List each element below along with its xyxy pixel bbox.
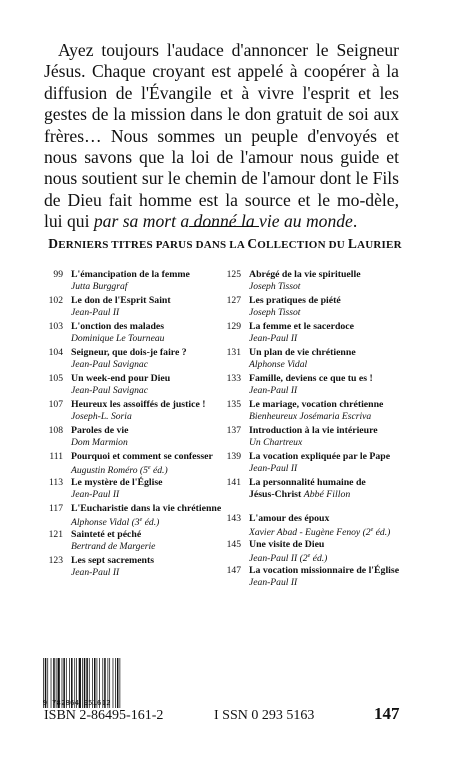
title-entry — [42, 477, 212, 503]
entry-author: Xavier Abad - Eugène Fenoy (2e éd.) — [249, 527, 391, 539]
entry-title: Les sept sacrements — [71, 555, 155, 566]
entry-title: Un week-end pour Dieu — [71, 373, 171, 384]
entry-number: 131 — [226, 347, 241, 358]
entry-number: 139 — [226, 451, 241, 462]
paragraph-italic: par sa mort a donné la vie au monde — [93, 211, 353, 232]
entry-author: Jean-Paul II (2e éd.) — [249, 553, 328, 565]
entry-author: Jean-Paul II — [249, 577, 298, 588]
entry-number: 99 — [53, 269, 63, 280]
entry-author: Alphonse Vidal — [249, 359, 308, 370]
closing-paragraph — [44, 40, 399, 233]
title-entry — [42, 503, 222, 529]
collection-heading: DERNIERS TITRES PARUS DANS LA COLLECTION DU LAURIER — [48, 236, 402, 251]
entry-title: L'émancipation de la femme — [71, 269, 190, 280]
entry-author: Dominique Le Tourneau — [71, 333, 165, 344]
title-entry — [42, 555, 212, 581]
entry-title: Introduction à la vie intérieure — [249, 425, 378, 436]
entry-title: Le mystère de l'Église — [71, 477, 163, 488]
entry-title: Une visite de Dieu — [249, 539, 325, 550]
entry-author: Jean-Paul II — [249, 463, 298, 474]
entry-author: Jean-Paul II — [71, 567, 120, 578]
entry-number: 108 — [48, 425, 63, 436]
entry-number: 117 — [48, 503, 63, 514]
entry-author: Jean-Paul II — [249, 333, 298, 344]
entry-title: Pourquoi et comment se confesser — [71, 451, 213, 462]
entry-author: Un Chartreux — [249, 437, 303, 448]
title-entry — [220, 295, 390, 321]
entry-number: 111 — [49, 451, 63, 462]
entry-number: 113 — [48, 477, 63, 488]
title-entry — [42, 269, 212, 295]
barcode-bar — [120, 658, 121, 708]
title-entry — [220, 513, 390, 539]
entry-title: La vocation missionnaire de l'Église — [249, 565, 400, 576]
entry-number: 107 — [48, 399, 63, 410]
entry-title: Le mariage, vocation chrétienne — [249, 399, 384, 410]
entry-title: La vocation expliquée par le Pape — [249, 451, 391, 462]
entry-title-line2: Jésus-Christ Abbé Fillon — [249, 489, 351, 500]
entry-number: 129 — [226, 321, 241, 332]
entry-title: La personnalité humaine de — [249, 477, 366, 488]
entry-number: 103 — [48, 321, 63, 332]
entry-title: Heureux les assoiffés de justice ! — [71, 399, 206, 410]
title-entry — [220, 347, 390, 373]
title-entry — [220, 539, 390, 565]
barcode-bar — [115, 658, 116, 708]
entry-number: 123 — [48, 555, 63, 566]
entry-title: Les pratiques de piété — [249, 295, 341, 306]
entry-title: L'onction des malades — [71, 321, 165, 332]
entry-title: Abrégé de la vie spirituelle — [249, 269, 361, 280]
title-entry — [42, 529, 212, 555]
entry-number: 133 — [226, 373, 241, 384]
issn-number: I SSN 0 293 5163 — [214, 708, 315, 723]
entry-number: 145 — [226, 539, 241, 550]
title-entry — [220, 321, 390, 347]
entry-author: Jean-Paul II — [71, 489, 120, 500]
titles-column-right — [220, 269, 400, 591]
entry-author: Alphonse Vidal (3e éd.) — [71, 517, 160, 529]
entry-title: L'Eucharistie dans la vie chrétienne — [71, 503, 222, 514]
title-entry — [42, 295, 212, 321]
entry-author: Joseph Tissot — [249, 307, 301, 318]
barcode-bar — [113, 658, 114, 708]
entry-title: Le don de l'Esprit Saint — [71, 295, 171, 306]
entry-author: Jutta Burggraf — [71, 281, 128, 292]
entry-number: 125 — [226, 269, 241, 280]
title-entry — [220, 425, 390, 451]
title-entry — [220, 373, 390, 399]
title-entry — [220, 565, 400, 591]
entry-author: Jean-Paul II — [71, 307, 120, 318]
entry-author: Joseph Tissot — [249, 281, 301, 292]
title-entry — [42, 399, 212, 425]
title-entry — [42, 425, 212, 451]
isbn-number: ISBN 2-86495-161-2 — [44, 708, 164, 723]
entry-number: 121 — [48, 529, 63, 540]
title-entry — [42, 373, 212, 399]
entry-number: 141 — [226, 477, 241, 488]
title-entry — [220, 269, 390, 295]
entry-author: Jean-Paul Savignac — [71, 359, 148, 370]
entry-number: 102 — [48, 295, 63, 306]
entry-number: 105 — [48, 373, 63, 384]
title-entry — [220, 451, 390, 477]
paragraph-text: Ayez toujours l'audace d'annoncer le Seigneur Jésus. Chaque croyant est appelé à coopérer à la diffusion de l'Évangile et à vivre l'esprit et les gestes de la mission dans le don gratuit de soi aux frères… Nous sommes un peuple d'envoyés et nous savons que la loi de l'amour nous guide et nous soutient sur le chemin de l'amour dont le Fils de Dieu fait homme est la source et le mo-dèle, lui qui — [44, 40, 399, 232]
title-entry — [220, 477, 390, 513]
title-entry — [42, 321, 212, 347]
entry-number: 104 — [48, 347, 63, 358]
page-number: 147 — [374, 704, 400, 723]
entry-author: Abbé Fillon — [303, 489, 351, 500]
entry-number: 135 — [226, 399, 241, 410]
entry-author: Dom Marmion — [71, 437, 128, 448]
entry-title: La femme et le sacerdoce — [249, 321, 354, 332]
entry-number: 143 — [226, 513, 241, 524]
separator-rule — [189, 226, 259, 227]
entry-title: Seigneur, que dois-je faire ? — [71, 347, 187, 358]
entry-title: L'amour des époux — [249, 513, 330, 524]
barcode-digits: 9 782864 951612 — [43, 699, 111, 707]
entry-author: Bienheureux Josémaria Escriva — [249, 411, 372, 422]
barcode-bar — [117, 658, 119, 708]
entry-title: Famille, deviens ce que tu es ! — [249, 373, 373, 384]
entry-title: Sainteté et péché — [71, 529, 142, 540]
entry-author: Augustin Roméro (5e éd.) — [71, 465, 168, 477]
entry-title: Un plan de vie chrétienne — [249, 347, 356, 358]
title-entry — [42, 347, 212, 373]
entry-number: 137 — [226, 425, 241, 436]
title-entry — [220, 399, 390, 425]
paragraph-end: . — [352, 211, 358, 232]
title-entry — [42, 451, 212, 477]
entry-title: Paroles de vie — [71, 425, 129, 436]
entry-author: Jean-Paul Savignac — [71, 385, 148, 396]
entry-number: 127 — [226, 295, 241, 306]
entry-author: Bertrand de Margerie — [71, 541, 156, 552]
entry-author: Jean-Paul II — [249, 385, 298, 396]
entry-number: 147 — [226, 565, 241, 576]
titles-column-left — [42, 269, 222, 581]
entry-author: Joseph-L. Soria — [71, 411, 132, 422]
